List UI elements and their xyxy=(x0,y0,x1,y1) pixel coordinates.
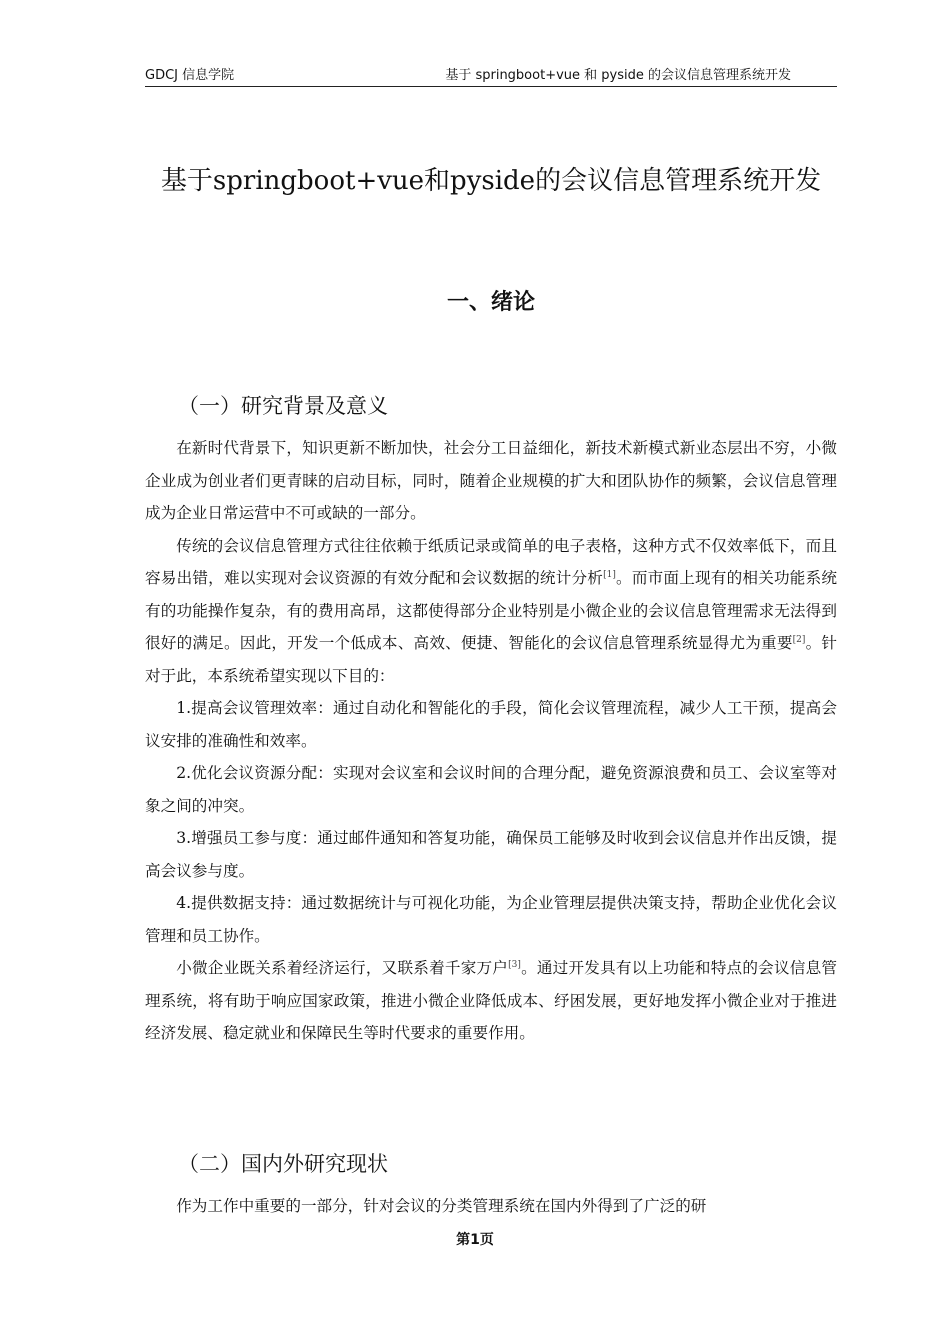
paragraph-text: 。针对于此，本系统希望实现以下目的： xyxy=(145,634,837,685)
header-document-title: 基于 springboot+vue 和 pyside 的会议信息管理系统开发 xyxy=(445,68,791,83)
citation-ref: [3] xyxy=(508,960,521,970)
section-heading-background: （一）研究背景及意义 xyxy=(178,394,388,418)
page-header xyxy=(145,66,837,87)
paragraph-text: 。而市面上现有的相关功能系统有的功能操作复杂，有的费用高昂，这都使得部分企业特别是小微企业的会议信息管理需求无法得到很好的满足。因此，开发一个低成本、高效、便捷、智能化的会议信息管理系统显得尤为重要 xyxy=(145,569,837,652)
citation-ref: [2] xyxy=(792,635,806,645)
paragraph xyxy=(145,530,837,693)
list-item: 2.优化会议资源分配：实现对会议室和会议时间的合理分配，避免资源浪费和员工、会议室等对象之间的冲突。 xyxy=(145,764,837,815)
chapter-title: 一、绪论 xyxy=(446,290,535,315)
list-item: 1.提高会议管理效率：通过自动化和智能化的手段，简化会议管理流程，减少人工干预，提高会议安排的准确性和效率。 xyxy=(145,699,837,750)
paragraph-text: 。通过开发具有以上功能和特点的会议信息管理系统，将有助于响应国家政策，推进小微企业降低成本、纾困发展，更好地发挥小微企业对于推进经济发展、稳定就业和保障民生等时代要求的重要作用。 xyxy=(145,959,837,1042)
section-background-body xyxy=(145,432,837,1050)
section-heading-research-status: （二）国内外研究现状 xyxy=(178,1152,388,1176)
list-item: 3.增强员工参与度：通过邮件通知和答复功能，确保员工能够及时收到会议信息并作出反馈，提高会议参与度。 xyxy=(145,829,837,880)
paragraph xyxy=(145,952,837,1050)
list-item: 4.提供数据支持：通过数据统计与可视化功能，为企业管理层提供决策支持，帮助企业优化会议管理和员工协作。 xyxy=(145,894,837,945)
document-title: 基于springboot+vue和pyside的会议信息管理系统开发 xyxy=(160,166,822,196)
citation-ref: [1] xyxy=(603,570,616,580)
paragraph-text: 小微企业既关系着经济运行，又联系着千家万户 xyxy=(176,959,509,977)
page-number: 第1页 xyxy=(456,1232,494,1248)
section-research-status-body xyxy=(145,1190,837,1224)
paragraph: 在新时代背景下，知识更新不断加快，社会分工日益细化，新技术新模式新业态层出不穷，小微企业成为创业者们更青睐的启动目标，同时，随着企业规模的扩大和团队协作的频繁，会议信息管理成为企业日常运营中不可或缺的一部分。 xyxy=(145,439,837,522)
header-institution: GDCJ 信息学院 xyxy=(145,68,235,83)
paragraph-text: 传统的会议信息管理方式往往依赖于纸质记录或简单的电子表格，这种方式不仅效率低下，而且容易出错，难以实现对会议资源的有效分配和会议数据的统计分析 xyxy=(145,536,837,587)
paragraph: 作为工作中重要的一部分，针对会议的分类管理系统在国内外得到了广泛的研 xyxy=(176,1197,707,1215)
